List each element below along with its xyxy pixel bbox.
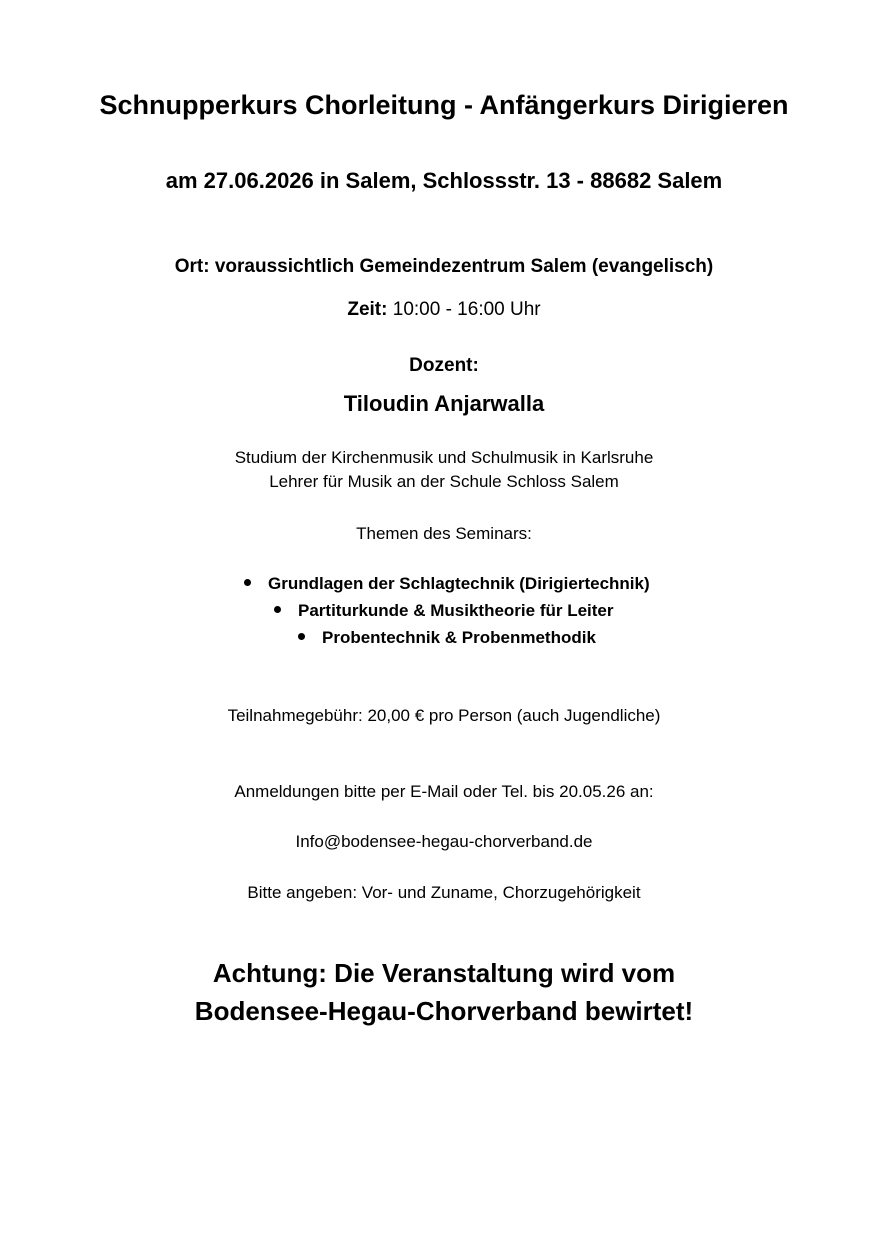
- page-title: Schnupperkurs Chorleitung - Anfängerkurs Dirigieren: [99, 90, 789, 120]
- catering-notice-line: Achtung: Die Veranstaltung wird vom: [212, 958, 676, 988]
- topic-list-item: [298, 628, 596, 648]
- lecturer-label: Dozent:: [409, 355, 479, 376]
- registration-info: Anmeldungen bitte per E-Mail oder Tel. bis 20.05.26 an:: [234, 782, 654, 801]
- time-label: Zeit:: [347, 299, 388, 320]
- event-time: [0, 299, 888, 321]
- topic-text: Probentechnik & Probenmethodik: [322, 628, 596, 647]
- topics-heading: Themen des Seminars:: [356, 524, 532, 543]
- topic-text: Grundlagen der Schlagtechnik (Dirigiertechnik): [268, 574, 650, 593]
- registration-email[interactable]: Info@bodensee-hegau-chorverband.de: [295, 832, 593, 851]
- time-value: 10:00 - 16:00 Uhr: [387, 299, 541, 320]
- lecturer-bio-line: Lehrer für Musik an der Schule Schloss Salem: [269, 472, 619, 491]
- bullet-icon: [298, 633, 305, 640]
- participation-fee: Teilnahmegebühr: 20,00 € pro Person (auch Jugendliche): [227, 706, 661, 725]
- bullet-icon: [244, 579, 251, 586]
- bullet-icon: [274, 606, 281, 613]
- event-location: Ort: voraussichtlich Gemeindezentrum Salem (evangelisch): [174, 256, 714, 277]
- catering-notice-line: Bodensee-Hegau-Chorverband bewirtet!: [194, 996, 694, 1026]
- lecturer-bio-line: Studium der Kirchenmusik und Schulmusik in Karlsruhe: [234, 448, 654, 467]
- event-date-address: am 27.06.2026 in Salem, Schlossstr. 13 - 88682 Salem: [165, 168, 723, 193]
- lecturer-name: Tiloudin Anjarwalla: [343, 391, 545, 416]
- topic-text: Partiturkunde & Musiktheorie für Leiter: [298, 601, 614, 620]
- topic-list-item: [274, 601, 614, 621]
- topic-list-item: [244, 574, 650, 594]
- required-information: Bitte angeben: Vor- und Zuname, Chorzugehörigkeit: [247, 883, 641, 902]
